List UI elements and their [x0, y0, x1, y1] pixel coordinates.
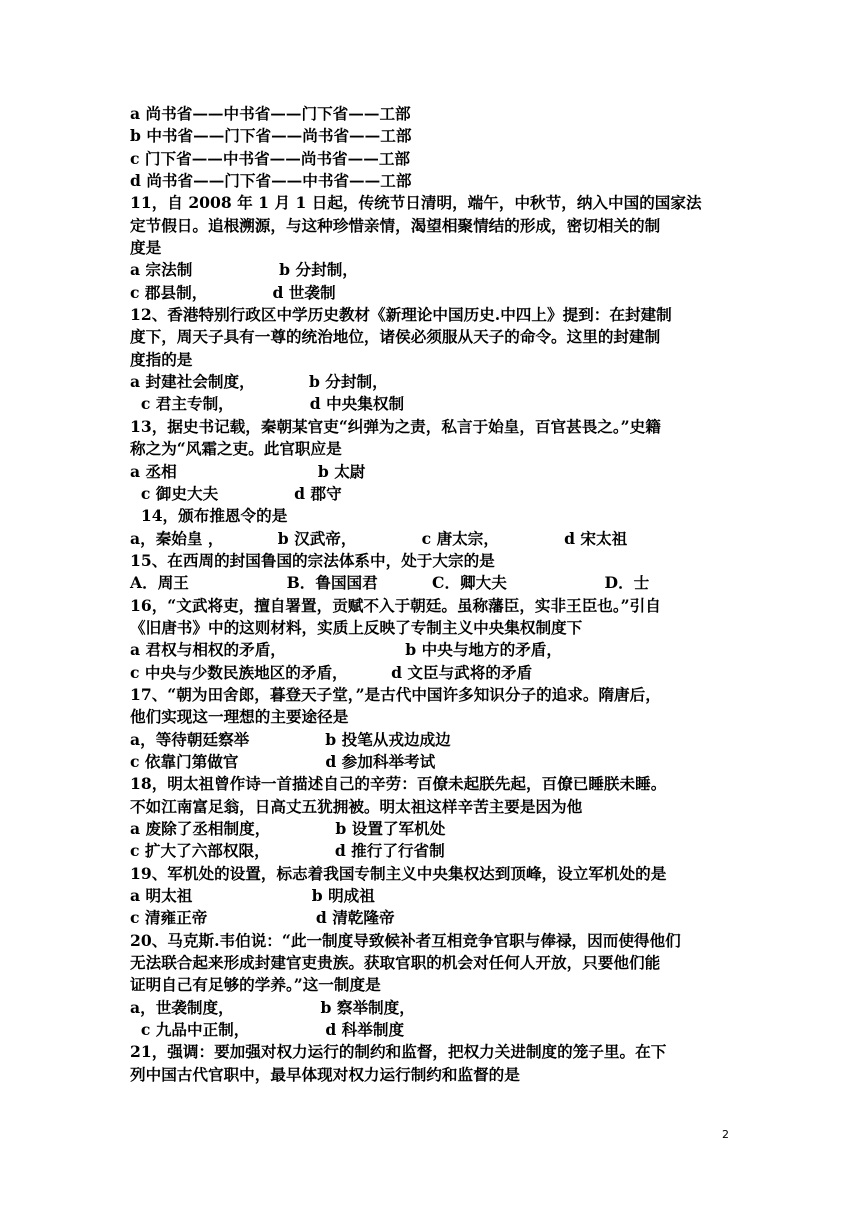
text-line: 17、“朝为田舍郎，暮登天子堂，”是古代中国许多知识分子的追求。隋唐后， [130, 684, 661, 704]
text-line: c 依靠门第做官 d 参加科举考试 [130, 751, 436, 771]
text-line: a 君权与相权的矛盾， b 中央与地方的矛盾， [130, 640, 562, 660]
text-line: a 封建社会制度， b 分封制， [130, 372, 388, 392]
text-line: c 九品中正制， d 科举制度 [130, 1020, 405, 1040]
text-line: 度下，周天子具有一尊的统治地位，诸侯必须服从天子的命令。这里的封建制 [130, 327, 661, 347]
text-line: c 清雍正帝 d 清乾隆帝 [130, 908, 395, 928]
text-line: a 废除了丞相制度， b 设置了军机处 [130, 819, 446, 838]
text-line: 定节假日。追根溯源，与这种珍惜亲情，渴望相聚情结的形成，密切相关的制 [130, 215, 661, 235]
text-line: a，世袭制度， b 察举制度， [130, 997, 415, 1017]
text-line: 列中国古代官职中，最早体现对权力运行制约和监督的是 [130, 1064, 520, 1084]
text-line: c 扩大了六部权限， d 推行了行省制 [130, 841, 445, 861]
text-line: 20、马克斯.韦伯说：“此一制度导致候补者互相竞争官职与俸禄，因而使得他们 [130, 930, 681, 950]
text-line: 19、军机处的设置，标志着我国专制主义中央集权达到顶峰，设立军机处的是 [130, 863, 667, 883]
text-line: 称之为“风霜之吏。此官职应是 [130, 439, 342, 459]
text-line: c 中央与少数民族地区的矛盾， d 文臣与武将的矛盾 [130, 662, 533, 682]
text-line: 证明自己有足够的学养。”这一制度是 [130, 975, 381, 995]
text-line: 21，强调：要加强对权力运行的制约和监督，把权力关进制度的笼子里。在下 [130, 1042, 667, 1062]
text-line: b 中书省——门下省——尚书省——工部 [130, 126, 412, 146]
text-line: a 丞相 b 太尉 [130, 461, 366, 481]
text-line: c 御史大夫 d 郡守 [130, 483, 342, 503]
text-line: 不如江南富足翁，日高丈五犹拥被。明太祖这样辛苦主要是因为他 [130, 796, 583, 816]
text-line: c 门下省——中书省——尚书省——工部 [130, 148, 411, 168]
text-line: A．周王 B．鲁国国君 C．卿大夫 D．士 [130, 573, 650, 593]
text-line: 《旧唐书》中的这则材料，实质上反映了专制主义中央集权制度下 [130, 617, 583, 637]
text-line: 14，颁布推恩令的是 [130, 506, 288, 526]
text-line: a，秦始皇 ， b 汉武帝， c 唐太宗， d 宋太祖 [130, 528, 628, 548]
text-line: 11，自 2008 年 1 月 1 日起，传统节日清明，端午，中秋节，纳入中国的国家法 [130, 193, 702, 213]
text-line: 18，明太祖曾作诗一首描述自己的辛劳：百僚未起朕先起，百僚已睡朕未睡。 [130, 774, 667, 794]
page-number: 2 [722, 1128, 729, 1141]
text-line: 无法联合起来形成封建官吏贵族。获取官职的机会对任何人开放，只要他们能 [130, 953, 661, 973]
text-line: 度是 [130, 238, 162, 258]
question-text [130, 103, 740, 1086]
text-line: 15、在西周的封国鲁国的宗法体系中，处于大宗的是 [130, 550, 495, 570]
text-line: a 尚书省——中书省——门下省——工部 [130, 104, 411, 123]
text-line: 度指的是 [130, 349, 193, 369]
text-line: 12、香港特别行政区中学历史教材《新理论中国历史.中四上》提到：在封建制 [130, 305, 672, 325]
text-line: a 宗法制 b 分封制， [130, 260, 358, 280]
text-line: c 郡县制， d 世袭制 [130, 282, 336, 302]
text-line: d 尚书省——门下省——中书省——工部 [130, 171, 412, 191]
text-line: c 君主专制， d 中央集权制 [130, 394, 405, 414]
text-line: 13，据史书记载，秦朝某官吏“纠弹为之责，私言于始皇，百官甚畏之。”史籍 [130, 416, 661, 436]
text-line: a，等待朝廷察举 b 投笔从戎边成边 [130, 729, 451, 749]
text-line: 他们实现这一理想的主要途径是 [130, 707, 349, 727]
text-line: 16，“文武将吏，擅自署置，贡赋不入于朝廷。虽称藩臣，实非王臣也。”引自 [130, 595, 661, 615]
text-line: a 明太祖 b 明成祖 [130, 886, 375, 906]
